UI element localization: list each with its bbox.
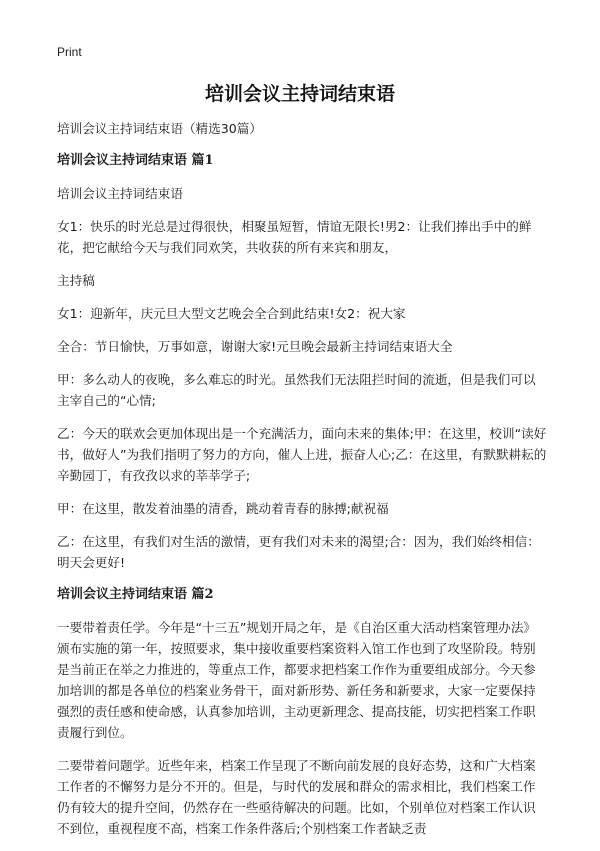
- paragraph: 甲：在这里，散发着油墨的清香，跳动着青春的脉搏;献祝福: [57, 501, 389, 516]
- paragraph: 乙：在这里，有我们对生活的激情，更有我们对未来的渴望;合：因为，我们始终相信：明天会更好!: [57, 534, 540, 570]
- paragraph: 甲：多么动人的夜晚，多么难忘的时光。虽然我们无法阻拦时间的流逝，但是我们可以主宰自己的“心情;: [57, 372, 536, 408]
- document-subtitle: 培训会议主持词结束语（精选30篇）: [57, 121, 262, 136]
- paragraph: 乙：今天的联欢会更加体现出是一个充满活力，面向未来的集体;甲：在这里，校训“读好书，做好人”为我们指明了努力的方向，催人上进，振奋人心;乙：在这里，有默默耕耘的辛勤园丁，有孜孜以求的莘莘学子;: [57, 426, 547, 483]
- document-title: 培训会议主持词结束语: [204, 83, 395, 105]
- paragraph: 女1：快乐的时光总是过得很快，相聚虽短暂，情谊无限长!男2：让我们捧出手中的鲜花，把它献给今天与我们同欢笑，共收获的所有来宾和朋友，: [57, 219, 532, 255]
- print-link[interactable]: Print: [57, 45, 82, 59]
- paragraph: 一要带着责任学。今年是“十三五”规划开局之年，是《自治区重大活动档案管理办法》颁布实施的第一年，按照要求，集中接收重要档案资料入馆工作也到了攻坚阶段。特别是当前正在举之力推进的，等重点工作，都要求把档案工作作为重要组成部分。今天参加培训的都是各单位的档案业务骨干，面对新形势、新任务和新要求，大家一定要保持强烈的责任感和使命感，认真参加培训，主动更新理念、提高技能，切实把档案工作职责履行到位。: [57, 620, 537, 740]
- document-body: [57, 118, 547, 851]
- section-heading-2: 培训会议主持词结束语 篇2: [57, 587, 214, 602]
- paragraph: 二要带着问题学。近些年来，档案工作呈现了不断向前发展的良好态势，这和广大档案工作者的不懈努力是分不开的。但是，与时代的发展和群众的需求相比，我们档案工作仍有较大的提升空间，仍然存在一些亟待解决的问题。比如，个别单位对档案工作认识不到位，重视程度不高，档案工作条件落后;个别档案工作者缺乏责: [57, 758, 536, 836]
- paragraph: 全合：节日愉快，万事如意，谢谢大家!元旦晚会最新主持词结束语大全: [57, 339, 453, 354]
- section-heading-1: 培训会议主持词结束语 篇1: [57, 153, 214, 168]
- paragraph: 培训会议主持词结束语: [57, 186, 183, 201]
- paragraph: 主持稿: [57, 273, 95, 288]
- paragraph: 女1：迎新年，庆元旦大型文艺晚会全合到此结束!女2：祝大家: [57, 306, 406, 321]
